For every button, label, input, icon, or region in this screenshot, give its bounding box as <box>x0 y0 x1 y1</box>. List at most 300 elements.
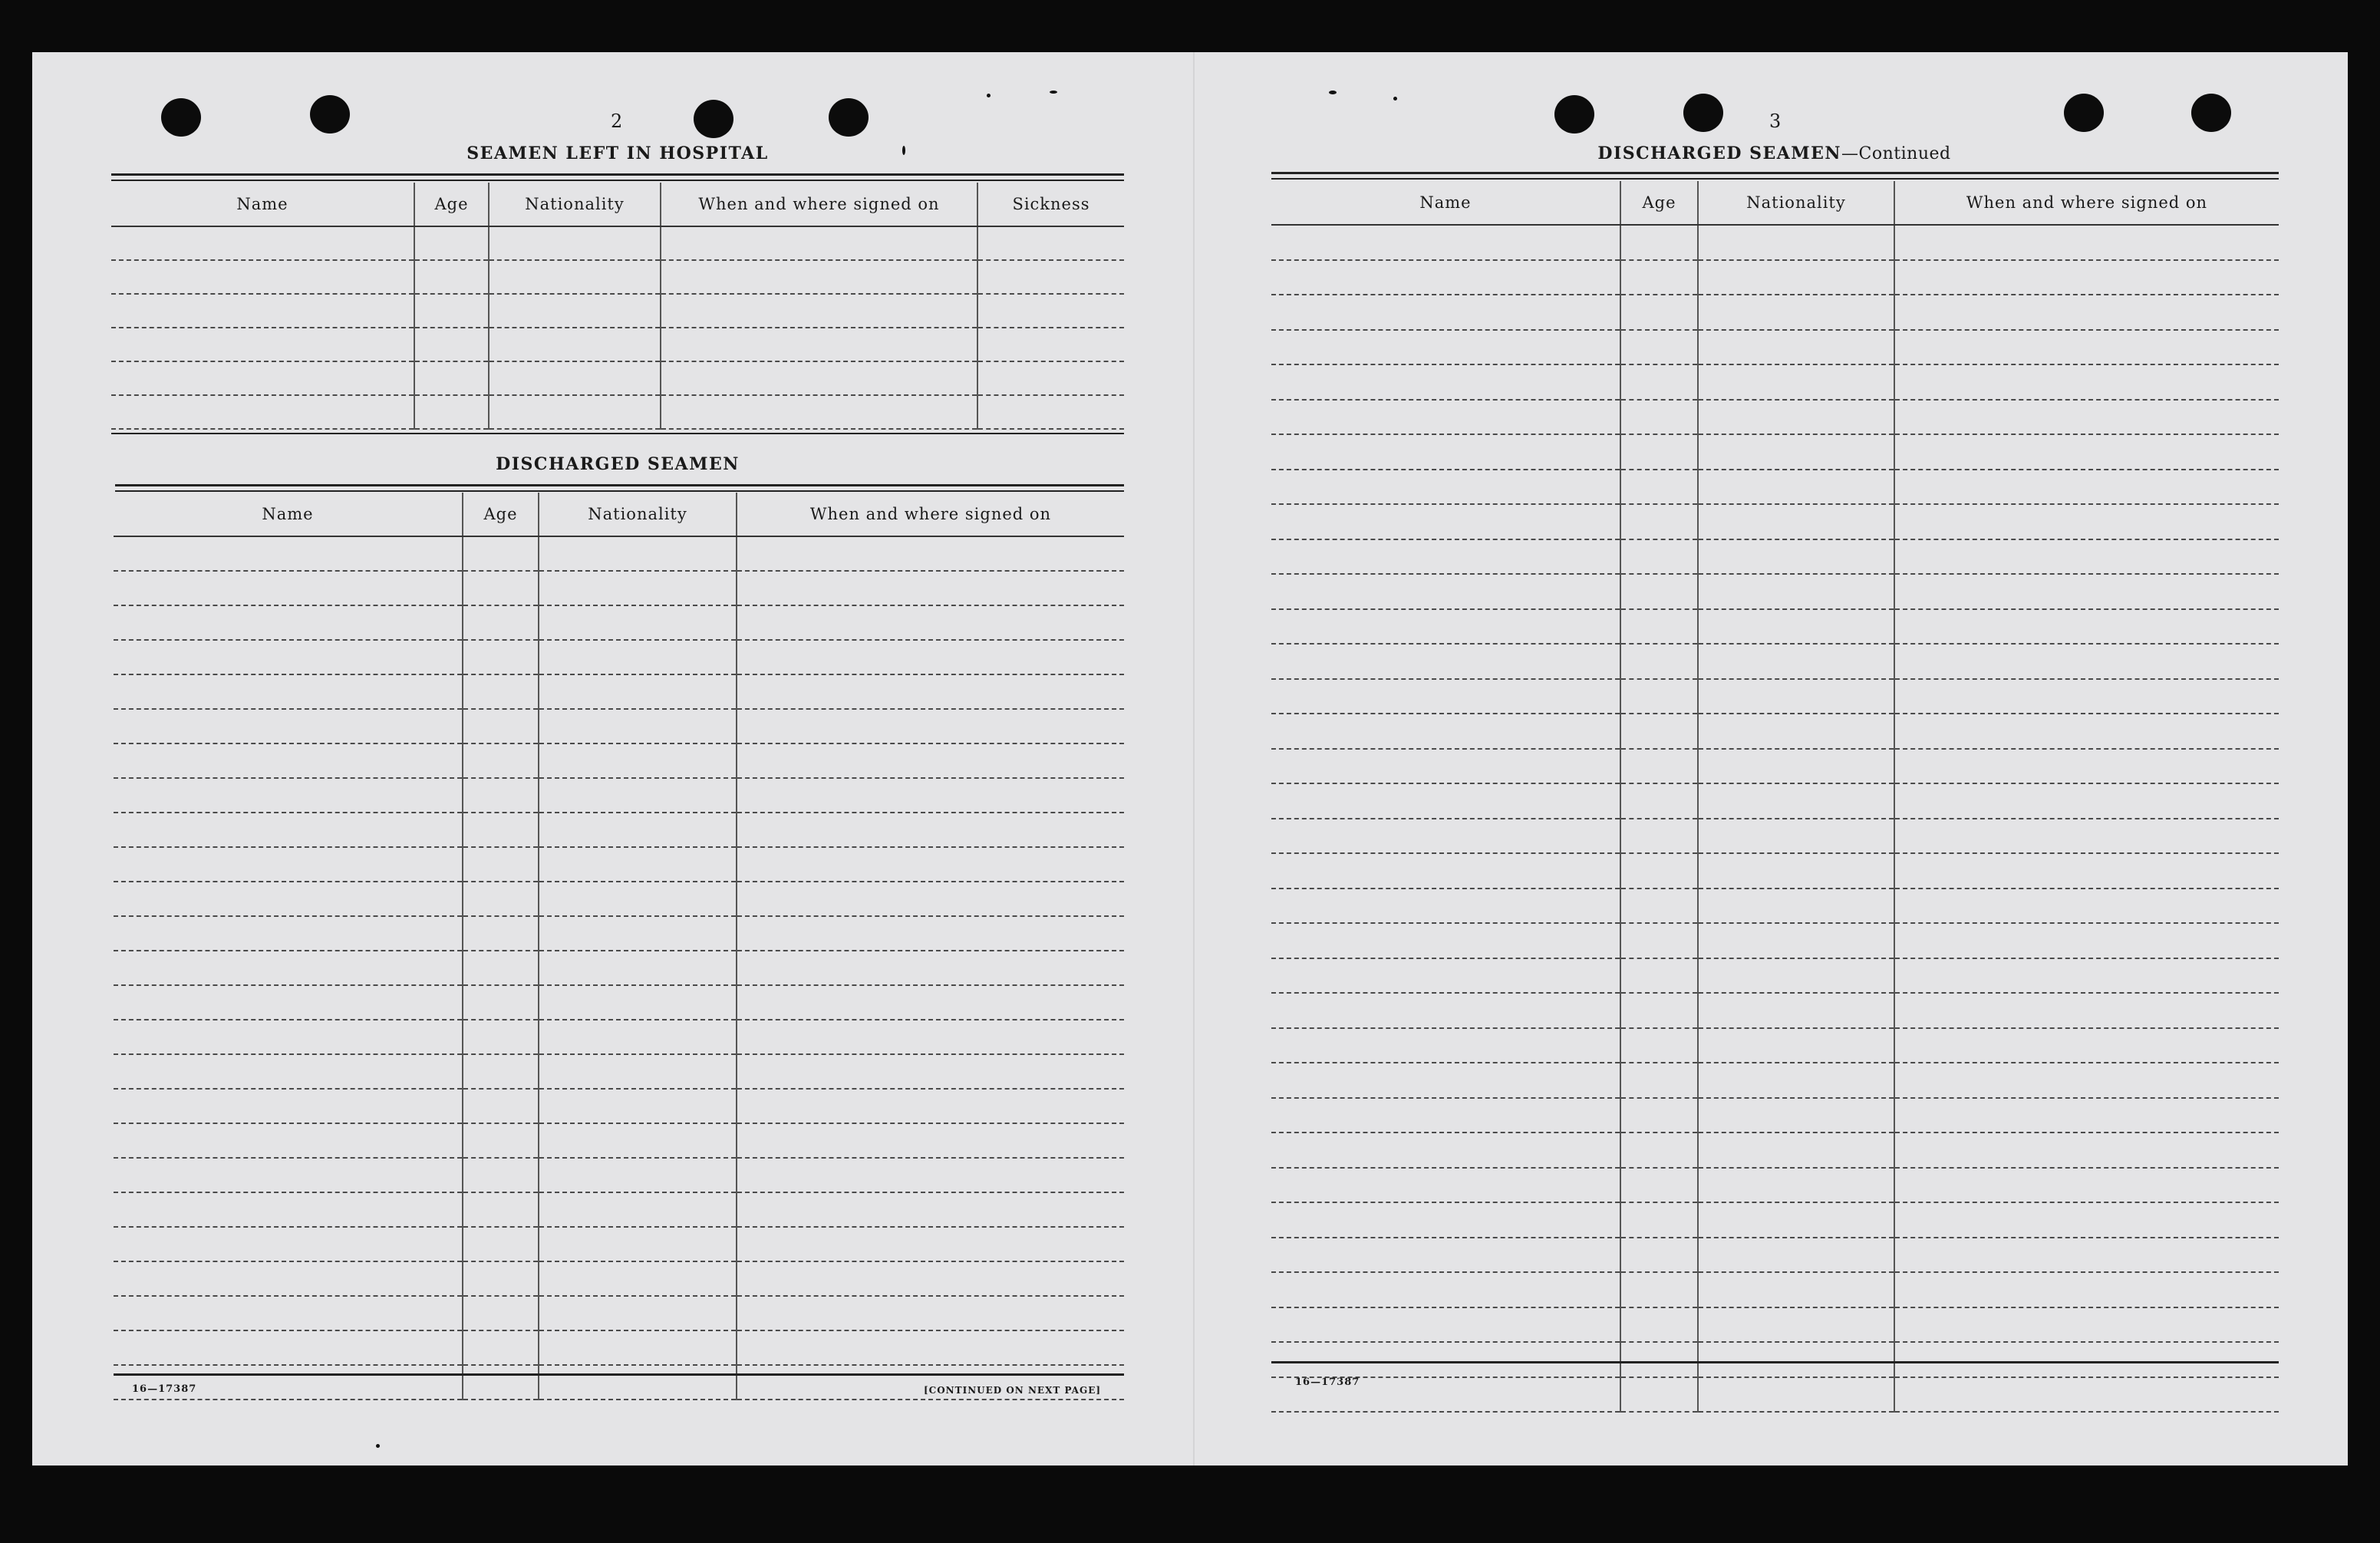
punch-hole <box>310 95 350 134</box>
blank-entry-cell <box>1698 470 1894 505</box>
blank-entry-cell <box>414 361 489 395</box>
table-row <box>1271 749 2279 784</box>
blank-entry-cell <box>489 328 661 361</box>
blank-entry-cell <box>111 294 414 328</box>
table-row <box>114 743 1124 778</box>
blank-entry-cell <box>1271 330 1620 365</box>
blank-entry-cell <box>1894 260 2279 295</box>
blank-entry-cell <box>539 640 737 674</box>
blank-entry-cell <box>489 395 661 429</box>
blank-entry-cell <box>463 1365 539 1400</box>
table-row <box>1271 295 2279 330</box>
blank-entry-cell <box>1271 225 1620 260</box>
table-row <box>114 1330 1124 1365</box>
blank-entry-cell <box>1271 539 1620 575</box>
blank-entry-cell <box>737 1054 1124 1089</box>
table-row <box>1271 539 2279 575</box>
blank-entry-cell <box>1894 1238 2279 1273</box>
blank-entry-cell <box>737 1330 1124 1365</box>
rule <box>114 1373 1124 1376</box>
blank-entry-cell <box>463 1020 539 1054</box>
table-row <box>1271 1133 2279 1168</box>
table-row <box>114 882 1124 916</box>
blank-entry-cell <box>1271 1133 1620 1168</box>
blank-entry-cell <box>661 361 977 395</box>
table-row <box>1271 1202 2279 1238</box>
blank-entry-cell <box>1271 1063 1620 1098</box>
blank-entry-cell <box>1894 504 2279 539</box>
table-row <box>1271 1063 2279 1098</box>
table-row <box>1271 993 2279 1028</box>
blank-entry-cell <box>1698 819 1894 854</box>
blank-entry-cell <box>1698 539 1894 575</box>
blank-entry-cell <box>1894 749 2279 784</box>
blank-entry-cell <box>737 813 1124 847</box>
blank-entry-cell <box>489 260 661 294</box>
blank-entry-cell <box>463 571 539 605</box>
blank-entry-cell <box>114 1330 463 1365</box>
blank-entry-cell <box>1698 993 1894 1028</box>
table-row <box>1271 853 2279 889</box>
rule <box>115 490 1124 492</box>
table-header-row <box>1271 181 2279 225</box>
blank-entry-cell <box>1271 819 1620 854</box>
section-title-discharged: DISCHARGED SEAMEN <box>496 454 740 474</box>
blank-entry-cell <box>1698 889 1894 924</box>
blank-entry-cell <box>1698 644 1894 679</box>
blank-entry-cell <box>1894 434 2279 470</box>
blank-entry-cell <box>463 605 539 640</box>
blank-entry-cell <box>1271 1098 1620 1133</box>
blank-entry-cell <box>1894 819 2279 854</box>
blank-entry-cell <box>114 605 463 640</box>
blank-entry-cell <box>1620 1238 1698 1273</box>
blank-entry-cell <box>414 395 489 429</box>
form-number: 16—17387 <box>1295 1377 1360 1388</box>
blank-entry-cell <box>1620 923 1698 958</box>
table-row <box>1271 1238 2279 1273</box>
blank-entry-cell <box>1698 434 1894 470</box>
blank-entry-cell <box>1271 749 1620 784</box>
blank-entry-cell <box>539 1020 737 1054</box>
blank-entry-cell <box>737 674 1124 709</box>
blank-entry-cell <box>463 674 539 709</box>
blank-entry-cell <box>1698 1377 1894 1413</box>
scan-speck <box>376 1444 380 1448</box>
blank-entry-cell <box>1620 434 1698 470</box>
blank-entry-cell <box>977 260 1124 294</box>
blank-entry-cell <box>414 294 489 328</box>
table-row <box>114 1054 1124 1089</box>
blank-entry-cell <box>1894 1063 2279 1098</box>
table-row <box>114 778 1124 813</box>
blank-entry-cell <box>463 1296 539 1330</box>
blank-entry-cell <box>114 916 463 951</box>
table-row <box>114 536 1124 571</box>
blank-entry-cell <box>463 916 539 951</box>
blank-entry-cell <box>539 951 737 985</box>
punch-hole <box>2191 94 2231 132</box>
blank-entry-cell <box>539 1089 737 1123</box>
blank-entry-cell <box>1271 364 1620 400</box>
table-row <box>1271 1342 2279 1377</box>
blank-entry-cell <box>1894 330 2279 365</box>
blank-entry-cell <box>1620 1377 1698 1413</box>
blank-entry-cell <box>737 536 1124 571</box>
blank-entry-cell <box>1620 679 1698 714</box>
blank-entry-cell <box>114 1227 463 1261</box>
blank-entry-cell <box>737 1192 1124 1227</box>
blank-entry-cell <box>737 882 1124 916</box>
table-row <box>114 709 1124 743</box>
blank-entry-cell <box>737 778 1124 813</box>
blank-entry-cell <box>114 813 463 847</box>
blank-entry-cell <box>1698 1098 1894 1133</box>
blank-entry-cell <box>737 1296 1124 1330</box>
blank-entry-cell <box>1698 923 1894 958</box>
blank-entry-cell <box>539 1365 737 1400</box>
column-header-age: Age <box>1620 181 1698 225</box>
blank-entry-cell <box>1271 1342 1620 1377</box>
blank-entry-cell <box>1271 923 1620 958</box>
blank-entry-cell <box>463 1123 539 1158</box>
blank-entry-cell <box>977 294 1124 328</box>
blank-entry-cell <box>463 743 539 778</box>
blank-entry-cell <box>114 571 463 605</box>
blank-entry-cell <box>114 1261 463 1296</box>
blank-entry-cell <box>463 1192 539 1227</box>
table-row <box>1271 400 2279 435</box>
blank-entry-cell <box>1620 644 1698 679</box>
blank-entry-cell <box>1271 1307 1620 1343</box>
title-main: DISCHARGED SEAMEN <box>1597 143 1842 163</box>
blank-entry-cell <box>1894 993 2279 1028</box>
table-row <box>1271 364 2279 400</box>
blank-entry-cell <box>539 571 737 605</box>
table-row <box>1271 889 2279 924</box>
table-row <box>1271 1028 2279 1063</box>
blank-entry-cell <box>1894 400 2279 435</box>
scan-speck <box>1393 97 1397 101</box>
blank-entry-cell <box>111 328 414 361</box>
continued-note: [CONTINUED ON NEXT PAGE] <box>924 1385 1102 1396</box>
blank-entry-cell <box>1271 504 1620 539</box>
blank-entry-cell <box>463 1330 539 1365</box>
blank-entry-cell <box>1894 364 2279 400</box>
rule <box>1271 1361 2279 1363</box>
rule <box>1271 178 2279 180</box>
title-suffix: —Continued <box>1841 144 1951 163</box>
blank-entry-cell <box>1894 1098 2279 1133</box>
rule <box>1271 172 2279 174</box>
blank-entry-cell <box>1698 1168 1894 1203</box>
blank-entry-cell <box>1698 400 1894 435</box>
column-header-name: Name <box>114 493 463 536</box>
table-row <box>1271 1377 2279 1413</box>
blank-entry-cell <box>539 709 737 743</box>
blank-entry-cell <box>1620 1307 1698 1343</box>
blank-entry-cell <box>463 640 539 674</box>
blank-entry-cell <box>1620 783 1698 819</box>
blank-entry-cell <box>1698 1028 1894 1063</box>
blank-entry-cell <box>661 294 977 328</box>
table-row <box>111 260 1124 294</box>
blank-entry-cell <box>539 813 737 847</box>
table-row <box>114 985 1124 1020</box>
blank-entry-cell <box>1894 783 2279 819</box>
punch-hole <box>829 98 869 137</box>
blank-entry-cell <box>463 1054 539 1089</box>
table-row <box>1271 504 2279 539</box>
blank-entry-cell <box>1271 295 1620 330</box>
punch-hole <box>2064 94 2104 132</box>
blank-entry-cell <box>111 395 414 429</box>
blank-entry-cell <box>539 985 737 1020</box>
blank-entry-cell <box>1620 470 1698 505</box>
blank-entry-cell <box>1698 958 1894 994</box>
blank-entry-cell <box>737 709 1124 743</box>
blank-entry-cell <box>1620 504 1698 539</box>
blank-entry-cell <box>489 361 661 395</box>
blank-entry-cell <box>1894 889 2279 924</box>
blank-entry-cell <box>737 1261 1124 1296</box>
blank-entry-cell <box>1271 260 1620 295</box>
blank-entry-cell <box>1271 1238 1620 1273</box>
blank-entry-cell <box>1620 295 1698 330</box>
blank-entry-cell <box>539 1330 737 1365</box>
blank-entry-cell <box>1698 330 1894 365</box>
discharged-table <box>114 493 1124 1400</box>
blank-entry-cell <box>737 1020 1124 1054</box>
scan-speck <box>987 94 991 97</box>
blank-entry-cell <box>1271 1028 1620 1063</box>
blank-entry-cell <box>114 1089 463 1123</box>
rule <box>111 173 1124 176</box>
table-row <box>114 674 1124 709</box>
rule <box>111 433 1124 434</box>
blank-entry-cell <box>114 882 463 916</box>
blank-entry-cell <box>1698 1238 1894 1273</box>
blank-entry-cell <box>1894 225 2279 260</box>
punch-hole <box>1683 94 1723 132</box>
blank-entry-cell <box>114 1296 463 1330</box>
blank-entry-cell <box>114 1054 463 1089</box>
blank-entry-cell <box>1271 434 1620 470</box>
blank-entry-cell <box>539 1192 737 1227</box>
table-row <box>114 1123 1124 1158</box>
table-header-row <box>114 493 1124 536</box>
blank-entry-cell <box>1271 574 1620 609</box>
punch-hole <box>694 100 733 138</box>
blank-entry-cell <box>1698 1063 1894 1098</box>
blank-entry-cell <box>463 778 539 813</box>
blank-entry-cell <box>1271 470 1620 505</box>
blank-entry-cell <box>539 1296 737 1330</box>
table-row <box>1271 574 2279 609</box>
blank-entry-cell <box>1620 574 1698 609</box>
table-row <box>1271 434 2279 470</box>
blank-entry-cell <box>1620 400 1698 435</box>
table-row <box>1271 714 2279 749</box>
blank-entry-cell <box>1271 714 1620 749</box>
blank-entry-cell <box>414 260 489 294</box>
table-row <box>1271 609 2279 645</box>
table-row <box>1271 679 2279 714</box>
blank-entry-cell <box>1698 364 1894 400</box>
table-row <box>114 1227 1124 1261</box>
blank-entry-cell <box>414 226 489 260</box>
rule <box>111 180 1124 181</box>
blank-entry-cell <box>1894 1377 2279 1413</box>
blank-entry-cell <box>1271 1202 1620 1238</box>
blank-entry-cell <box>463 951 539 985</box>
blank-entry-cell <box>1894 1133 2279 1168</box>
table-row <box>1271 644 2279 679</box>
blank-entry-cell <box>1894 1028 2279 1063</box>
blank-entry-cell <box>539 882 737 916</box>
blank-entry-cell <box>661 226 977 260</box>
table-row <box>114 1261 1124 1296</box>
blank-entry-cell <box>1698 1202 1894 1238</box>
blank-entry-cell <box>1271 609 1620 645</box>
blank-entry-cell <box>661 395 977 429</box>
blank-entry-cell <box>1698 1342 1894 1377</box>
blank-entry-cell <box>1271 400 1620 435</box>
blank-entry-cell <box>111 260 414 294</box>
blank-entry-cell <box>1894 539 2279 575</box>
column-header-age: Age <box>463 493 539 536</box>
column-header-signed-on: When and where signed on <box>661 183 977 226</box>
blank-entry-cell <box>539 1054 737 1089</box>
blank-entry-cell <box>1894 1168 2279 1203</box>
blank-entry-cell <box>1894 679 2279 714</box>
blank-entry-cell <box>1620 1098 1698 1133</box>
blank-entry-cell <box>1620 260 1698 295</box>
blank-entry-cell <box>1894 1307 2279 1343</box>
blank-entry-cell <box>463 536 539 571</box>
blank-entry-cell <box>1620 958 1698 994</box>
blank-entry-cell <box>737 1227 1124 1261</box>
table-header-row <box>111 183 1124 226</box>
blank-entry-cell <box>539 536 737 571</box>
table-row <box>114 605 1124 640</box>
blank-entry-cell <box>737 571 1124 605</box>
blank-entry-cell <box>114 1192 463 1227</box>
blank-entry-cell <box>1620 1063 1698 1098</box>
table-row <box>1271 923 2279 958</box>
blank-entry-cell <box>414 328 489 361</box>
blank-entry-cell <box>1698 714 1894 749</box>
table-row <box>111 226 1124 260</box>
scan-speck <box>1050 91 1057 94</box>
blank-entry-cell <box>977 361 1124 395</box>
table-row <box>111 328 1124 361</box>
table-row <box>114 1020 1124 1054</box>
table-row <box>114 1089 1124 1123</box>
blank-entry-cell <box>1698 1133 1894 1168</box>
blank-entry-cell <box>539 743 737 778</box>
blank-entry-cell <box>661 260 977 294</box>
blank-entry-cell <box>1271 889 1620 924</box>
blank-entry-cell <box>1271 679 1620 714</box>
blank-entry-cell <box>1698 260 1894 295</box>
blank-entry-cell <box>114 1020 463 1054</box>
blank-entry-cell <box>1894 1272 2279 1307</box>
blank-entry-cell <box>737 847 1124 882</box>
blank-entry-cell <box>539 1158 737 1192</box>
blank-entry-cell <box>463 1158 539 1192</box>
blank-entry-cell <box>114 674 463 709</box>
table-row <box>111 361 1124 395</box>
blank-entry-cell <box>114 1123 463 1158</box>
blank-entry-cell <box>1698 609 1894 645</box>
table-row <box>111 395 1124 429</box>
table-row <box>114 640 1124 674</box>
blank-entry-cell <box>114 951 463 985</box>
blank-entry-cell <box>1894 1202 2279 1238</box>
blank-entry-cell <box>463 882 539 916</box>
table-row <box>114 813 1124 847</box>
blank-entry-cell <box>737 1089 1124 1123</box>
blank-entry-cell <box>1698 783 1894 819</box>
table-row <box>1271 470 2279 505</box>
blank-entry-cell <box>1698 679 1894 714</box>
blank-entry-cell <box>1894 853 2279 889</box>
table-row <box>114 847 1124 882</box>
column-header-name: Name <box>1271 181 1620 225</box>
blank-entry-cell <box>1894 470 2279 505</box>
blank-entry-cell <box>1620 1133 1698 1168</box>
column-header-signed-on: When and where signed on <box>737 493 1124 536</box>
blank-entry-cell <box>539 1261 737 1296</box>
blank-entry-cell <box>1620 819 1698 854</box>
blank-entry-cell <box>489 294 661 328</box>
column-header-name: Name <box>111 183 414 226</box>
blank-entry-cell <box>1894 644 2279 679</box>
blank-entry-cell <box>1620 1272 1698 1307</box>
table-row <box>114 951 1124 985</box>
table-row <box>1271 260 2279 295</box>
table-row <box>1271 330 2279 365</box>
blank-entry-cell <box>1698 1307 1894 1343</box>
table-row <box>111 294 1124 328</box>
blank-entry-cell <box>539 778 737 813</box>
blank-entry-cell <box>737 640 1124 674</box>
table-row <box>1271 958 2279 994</box>
punch-hole <box>161 98 201 137</box>
blank-entry-cell <box>1698 574 1894 609</box>
blank-entry-cell <box>1271 644 1620 679</box>
blank-entry-cell <box>539 1227 737 1261</box>
blank-entry-cell <box>1698 295 1894 330</box>
blank-entry-cell <box>1698 504 1894 539</box>
blank-entry-cell <box>1894 1342 2279 1377</box>
blank-entry-cell <box>1620 364 1698 400</box>
blank-entry-cell <box>111 226 414 260</box>
blank-entry-cell <box>114 985 463 1020</box>
blank-entry-cell <box>1620 853 1698 889</box>
section-title-hospital: SEAMEN LEFT IN HOSPITAL <box>466 143 769 163</box>
blank-entry-cell <box>539 674 737 709</box>
punch-hole <box>1554 95 1594 134</box>
blank-entry-cell <box>1620 1202 1698 1238</box>
column-header-sickness: Sickness <box>977 183 1124 226</box>
table-row <box>1271 1307 2279 1343</box>
table-row <box>1271 225 2279 260</box>
blank-entry-cell <box>1620 749 1698 784</box>
blank-entry-cell <box>1271 853 1620 889</box>
blank-entry-cell <box>111 361 414 395</box>
